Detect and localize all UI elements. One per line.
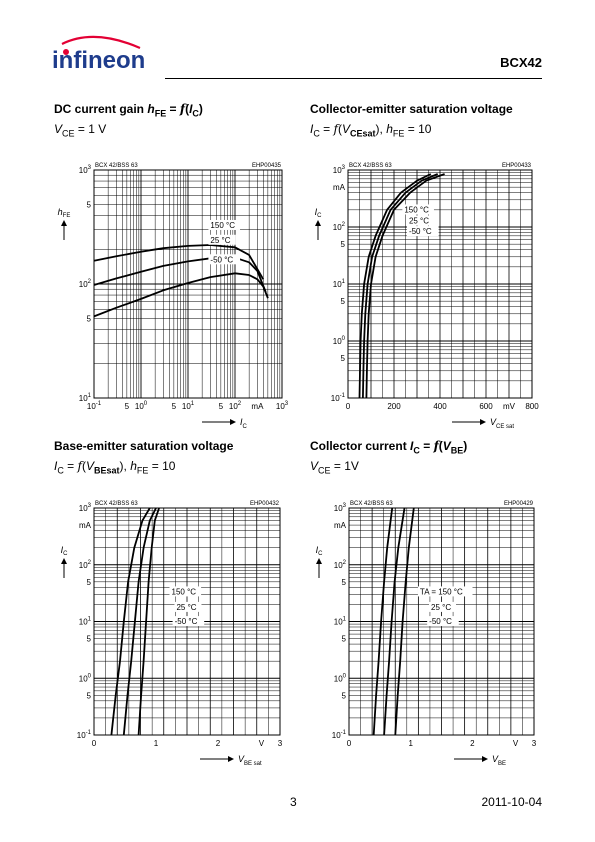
chart-br [316,501,534,767]
x-tick-label: 5 [171,402,177,411]
y-tick-label: $10^1$ [78,393,91,403]
x-tick-label: $10^1$ [181,401,195,411]
chart-subtitle: $V_{CE} = 1V$ [310,459,359,476]
x-tick-label: mA [251,402,264,411]
y-tick-label: $10^1$ [333,616,346,627]
x-tick-label: 2 [215,739,221,748]
x-tick-label: 800 [525,402,539,411]
y-tick-label: $10^0$ [78,673,91,684]
y-tick-label: $10^{-1}$ [76,730,91,740]
series-label: 150 °C [171,587,197,597]
series-label: -50 °C [210,255,234,265]
y-tick-label: mA [79,521,91,531]
series-label: 150 °C [210,220,235,230]
y-tick-label: $10^2$ [332,222,345,232]
y-tick-label: 5 [340,297,345,307]
y-axis-label: $I_C$ [315,545,323,557]
y-axis-label: $I_C$ [314,207,322,219]
x-tick-label: $10^2$ [228,401,242,411]
x-tick-label: $10^0$ [134,401,148,411]
x-axis-arrowhead [480,419,486,425]
y-axis-arrowhead [61,558,67,564]
series-label: -50 °C [408,227,432,237]
x-axis-arrowhead [482,756,488,762]
y-tick-label: 5 [340,240,345,250]
x-axis-label: $I_C$ [240,417,247,430]
x-axis-arrowhead [230,419,236,425]
y-tick-label: $10^2$ [78,279,91,289]
chart-subtitle: $I_C = f(V_{BEsat})$, $h_{FE} = 10$ [54,459,176,476]
part-number: BCX42 [500,55,542,70]
series-label: 25 °C [210,235,231,245]
y-tick-label: 5 [86,577,91,587]
chart-tag-left: BCX 42/BSS 63 [95,501,138,507]
y-tick-label: $10^1$ [332,279,345,289]
y-tick-label: 5 [86,691,91,701]
y-tick-label: 5 [341,577,346,587]
x-tick-label: mV [503,402,515,411]
chart-tag-left: BCX 42/BSS 63 [349,163,392,169]
x-tick-label: $10^{-1}$ [86,401,102,411]
y-tick-label: 5 [341,691,346,701]
x-tick-label: 400 [433,402,447,411]
x-tick-label: $10^3$ [275,401,289,411]
y-axis-label: $I_C$ [60,545,68,557]
series-label: 25 °C [431,602,452,612]
series-label: 150 °C [404,205,429,215]
chart-subtitle: $V_{CE} = 1$ V [54,122,107,139]
y-tick-label: $10^3$ [332,165,345,175]
chart-title: Collector-emitter saturation voltage [310,102,513,116]
y-axis-arrowhead [315,220,321,226]
x-tick-label: 3 [531,739,537,748]
x-tick-label: V [258,739,265,748]
y-tick-label: $10^{-1}$ [330,393,345,403]
x-axis-label: $V_{BE}$ [492,754,507,767]
chart-tag-right: EHP00429 [503,501,533,507]
y-axis-arrowhead [316,558,322,564]
chart-tag-right: EHP00432 [249,501,279,507]
x-tick-label: 600 [479,402,493,411]
series-label: -50 °C [429,617,452,627]
y-tick-label: $10^0$ [332,336,345,346]
y-tick-label: $10^{-1}$ [331,730,346,740]
chart-tag-left: BCX 42/BSS 63 [350,501,393,507]
x-tick-label: 1 [408,739,413,748]
x-tick-label: 0 [345,402,351,411]
y-tick-label: 5 [341,634,346,644]
y-tick-label: $10^2$ [78,559,91,570]
x-tick-label: 1 [153,739,159,748]
series-label: 25 °C [176,602,197,612]
x-tick-label: 5 [218,402,224,411]
y-tick-label: $10^3$ [333,503,346,513]
x-axis-label: $V_{CE sat}$ [490,417,515,430]
series-label: TA = 150 °C [419,587,463,597]
y-tick-label: $10^0$ [333,673,346,684]
x-tick-label: 0 [346,739,352,748]
y-tick-label: 5 [86,634,91,644]
y-tick-label: $10^1$ [78,616,91,627]
chart-tl [58,163,282,430]
x-tick-label: 200 [387,402,401,411]
x-axis-label: $V_{BE sat}$ [238,754,262,767]
y-tick-label: $10^3$ [78,165,91,175]
y-axis-arrowhead [61,220,67,226]
y-axis-label: $h_{FE}$ [57,207,71,219]
chart-bl [61,501,280,767]
y-tick-label: $10^3$ [78,503,91,513]
x-tick-label: V [512,739,519,748]
logo-text: infineon [52,47,146,74]
page-number: 3 [290,795,297,809]
chart-tag-right: EHP00435 [251,163,281,169]
x-axis-arrowhead [228,756,234,762]
y-tick-label: 5 [86,200,91,210]
y-tick-label: $10^2$ [333,559,346,570]
y-tick-label: 5 [86,314,91,324]
x-tick-label: 0 [91,739,97,748]
chart-subtitle: $I_C = f(V_{CEsat})$, $h_{FE} = 10$ [310,122,432,139]
x-tick-label: 3 [277,739,283,748]
chart-tr [315,163,532,430]
series-label: -50 °C [174,617,198,627]
document-date: 2011-10-04 [481,795,542,809]
chart-tag-right: EHP00433 [501,163,531,169]
chart-title: DC current gain $h_{FE} = f(I_C)$ [54,102,203,119]
chart-title: Base-emitter saturation voltage [54,439,234,453]
x-tick-label: 5 [124,402,130,411]
series-label: 25 °C [408,216,430,226]
chart-title: Collector current $I_C = f(V_{BE})$ [310,439,468,456]
y-tick-label: mA [333,183,345,193]
y-tick-label: 5 [340,354,345,364]
x-tick-label: 2 [470,739,475,748]
chart-tag-left: BCX 42/BSS 63 [95,163,138,169]
y-tick-label: mA [334,521,346,531]
